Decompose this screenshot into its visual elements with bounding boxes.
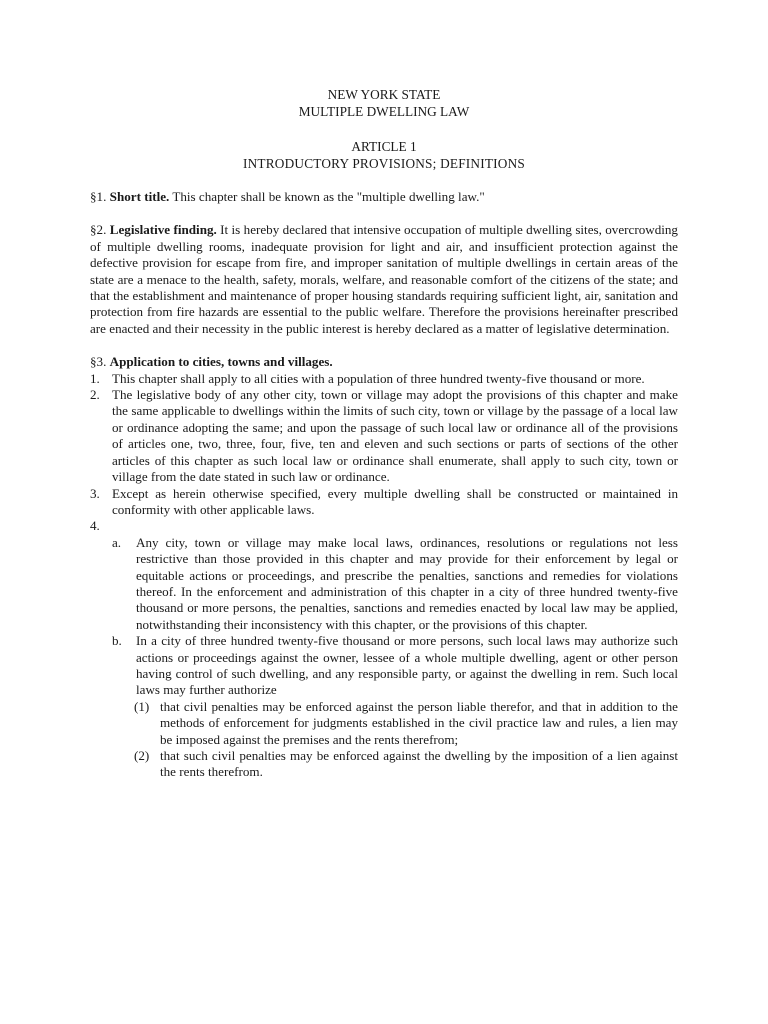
clause-text: that civil penalties may be enforced against the person liable therefor, and that in addition to the methods of enforcement for judgments established in the civil practice law and rules, a lien may be imposed against the premises and the rents therefrom;: [160, 698, 678, 747]
section-2-text: It is hereby declared that intensive occupation of multiple dwelling sites, overcrowding of multiple dwelling rooms, inadequate provision for light and air, and insufficient protection against the defective provision for escape from fire, and improper sanitation of multiple dwellings in certain areas of the state are a menace to the health, safety, morals, welfare, and reasonable comfort of the citizens of the state; and that the establishment and maintenance of proper housing standards requiring sufficient light, air, sanitation and protection from fire hazards are essential to the public welfare. Therefore the provisions hereinafter prescribed are enacted and their necessity in the public interest is hereby declared as a matter of legislative determination.: [90, 222, 678, 336]
section-3-title: [90, 354, 678, 370]
section-3-sign: §3.: [90, 354, 107, 370]
list-item-text: Except as herein otherwise specified, every multiple dwelling shall be constructed or maintained in conformity with other applicable laws.: [112, 485, 678, 517]
section-2: [90, 222, 678, 337]
list-item: [90, 387, 678, 485]
section-3-list: [90, 371, 678, 535]
clause-text: that such civil penalties may be enforced against the dwelling by the imposition of a lien against the rents therefrom.: [160, 747, 678, 780]
sub-list-item: [90, 633, 678, 699]
sub-list-item-text: In a city of three hundred twenty-five thousand or more persons, such local laws may authorize such actions or proceedings against the owner, lessee of a whole multiple dwelling, agent or other person having control of such dwelling, and any responsible party, or against the dwelling in rem. Such local laws may further authorize: [136, 633, 678, 698]
list-item: [90, 486, 678, 519]
section-1-heading: Short title.: [109, 189, 170, 204]
list-item: [90, 371, 678, 387]
list-item-number: 1.: [90, 370, 100, 386]
clause-number: (2): [134, 747, 150, 763]
sub-list-item-letter: a.: [112, 534, 122, 550]
item-4b-sublist: [90, 699, 678, 781]
item-4-sublist: [90, 535, 678, 781]
section-1-text: This chapter shall be known as the "multiple dwelling law.": [172, 189, 485, 204]
list-item-text: The legislative body of any other city, town or village may adopt the provisions of this chapter and make the same applicable to dwellings within the limits of such city, town or village by the passage of a local law or ordinance adopting the same; and upon the passage of such local law or ordinance all of the provisions of articles one, two, three, four, five, ten and eleven and such sections or parts of sections of the other articles of this chapter as such local law or ordinance shall enumerate, shall apply to such city, town or village from the date stated in such law or ordinance.: [112, 387, 678, 485]
list-item-number: 2.: [90, 387, 100, 403]
list-item: [90, 518, 678, 534]
list-item-number: 3.: [90, 485, 100, 501]
section-2-heading: Legislative finding.: [109, 222, 217, 238]
section-2-sign: §2.: [90, 222, 107, 238]
article-header: [90, 138, 678, 172]
section-1: [90, 189, 678, 205]
sub-list-item-letter: b.: [112, 633, 122, 649]
list-item-text: This chapter shall apply to all cities with a population of three hundred twenty-five thousand or more.: [112, 370, 645, 386]
clause-item: [90, 699, 678, 748]
clause-item: [90, 748, 678, 781]
list-item-number: 4.: [90, 518, 100, 534]
header-law-name: MULTIPLE DWELLING LAW: [298, 104, 470, 119]
clause-number: (1): [134, 698, 150, 714]
sub-list-item-text: Any city, town or village may make local laws, ordinances, resolutions or regulations not less restrictive than those provided in this chapter and may provide for their enforcement by legal or equitable actions or proceedings, and prescribe the penalties, sanctions and remedies for violations thereof. In the enforcement and administration of this chapter in a city of three hundred twenty-five thousand or more persons, the penalties, sanctions and remedies enacted by local law may be applied, notwithstanding their inconsistency with this chapter, or the provisions of this chapter.: [136, 534, 678, 632]
sub-list-item: [90, 535, 678, 633]
section-3-heading: Application to cities, towns and villages.: [109, 354, 333, 370]
article-title: INTRODUCTORY PROVISIONS; DEFINITIONS: [242, 156, 526, 171]
article-number: ARTICLE 1: [351, 139, 417, 154]
section-1-sign: §1.: [90, 189, 107, 204]
header-state: NEW YORK STATE: [327, 87, 441, 102]
section-3: [90, 354, 678, 781]
document-header: [90, 86, 678, 120]
